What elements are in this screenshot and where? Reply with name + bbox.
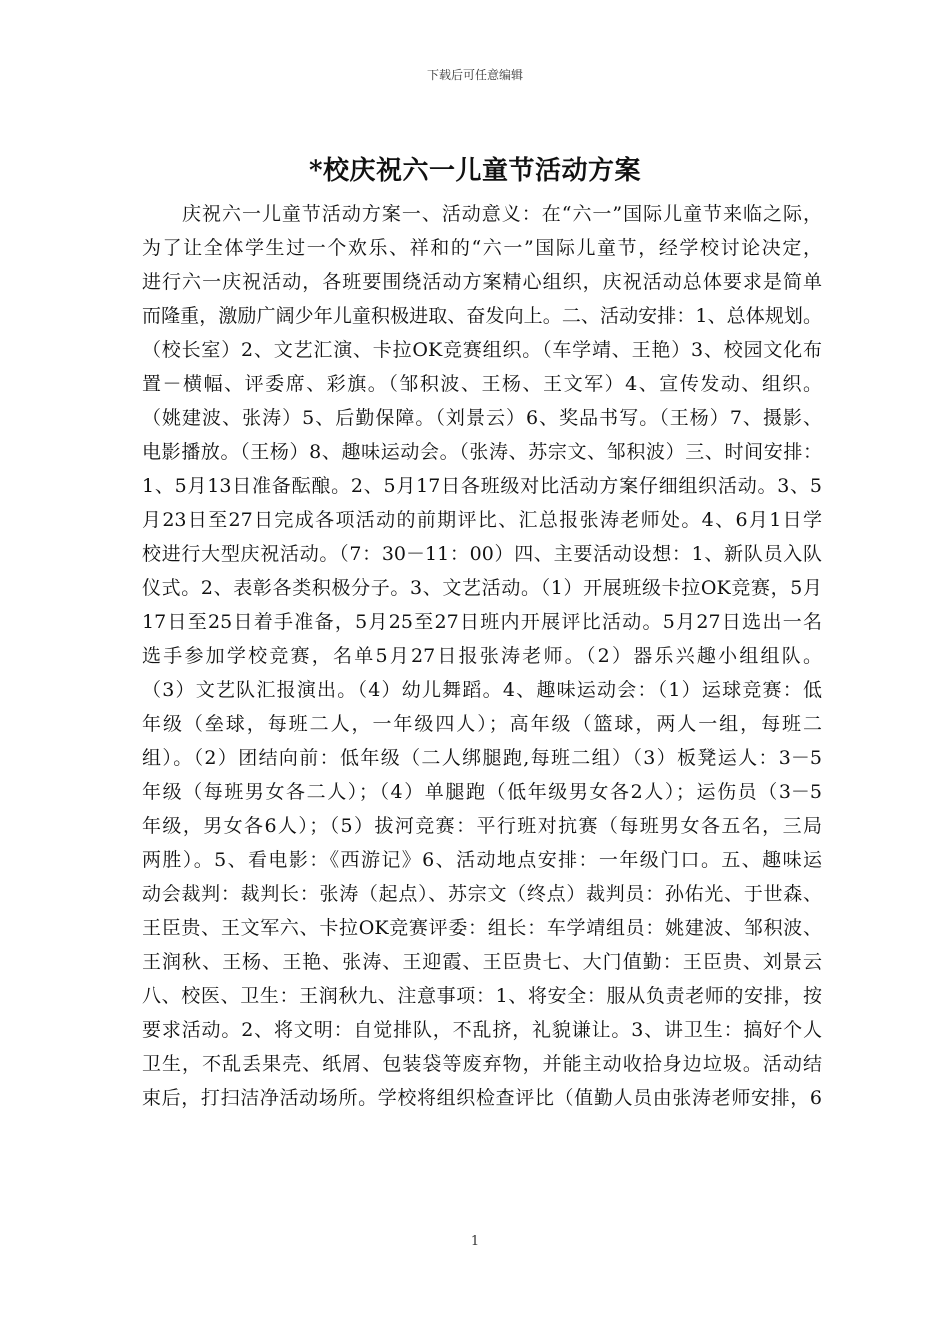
body-line: 年级（垒球，每班二人，一年级四人）；高年级（篮球，两人一组，每班二 [142,713,822,735]
body-line: 要求活动。2、将文明：自觉排队，不乱挤，礼貌谦让。3、讲卫生：搞好个人 [142,1019,822,1041]
body-line: 卫生，不乱丢果壳、纸屑、包装袋等废弃物，并能主动收拾身边垃圾。活动结 [142,1053,822,1075]
body-line: 进行六一庆祝活动，各班要围绕活动方案精心组织，庆祝活动总体要求是简单 [142,271,822,293]
body-line: 动会裁判：裁判长：张涛（起点）、苏宗文（终点）裁判员：孙佑光、于世森、 [142,883,822,905]
body-line: 月23日至27日完成各项活动的前期评比、汇总报张涛老师处。4、6月1日学 [142,509,822,531]
body-line: 王臣贵、王文军六、卡拉OK竞赛评委：组长：车学靖组员：姚建波、邹积波、 [142,917,822,939]
body-line: 而隆重，激励广阔少年儿童积极进取、奋发向上。二、活动安排：1、总体规划。 [142,305,822,327]
body-line: 电影播放。（王杨）8、趣味运动会。（张涛、苏宗文、邹积波）三、时间安排： [142,441,822,463]
body-text [142,200,822,1118]
body-line: 选手参加学校竞赛，名单5月27日报张涛老师。（2）器乐兴趣小组组队。 [142,645,822,667]
document-title: *校庆祝六一儿童节活动方案 [308,156,642,186]
body-line: （姚建波、张涛）5、后勤保障。（刘景云）6、奖品书写。（王杨）7、摄影、 [142,407,822,429]
body-line: 为了让全体学生过一个欢乐、祥和的“六一”国际儿童节，经学校讨论决定， [142,237,822,259]
body-line: 置－横幅、评委席、彩旗。（邹积波、王杨、王文军）4、宣传发动、组织。 [142,373,822,395]
body-line: 王润秋、王杨、王艳、张涛、王迎霞、王臣贵七、大门值勤：王臣贵、刘景云 [142,951,822,973]
body-line: 17日至25日着手准备，5月25至27日班内开展评比活动。5月27日选出一名 [142,611,822,633]
header-note: 下载后可任意编辑 [426,68,523,82]
body-line: 1、5月13日准备酝酿。2、5月17日各班级对比活动方案仔细组织活动。3、5 [142,475,822,497]
body-line: 年级（每班男女各二人）；（4）单腿跑（低年级男女各2人）；运伤员（3－5 [142,781,822,803]
body-line: 八、校医、卫生：王润秋九、注意事项：1、将安全：服从负责老师的安排，按 [142,985,822,1007]
body-line: 庆祝六一儿童节活动方案一、活动意义：在“六一”国际儿童节来临之际， [182,203,822,225]
body-line: 年级，男女各6人）；（5）拔河竞赛：平行班对抗赛（每班男女各五名，三局 [142,815,822,837]
body-line: （校长室）2、文艺汇演、卡拉OK竞赛组织。（车学靖、王艳）3、校园文化布 [142,339,822,361]
body-line: （3）文艺队汇报演出。（4）幼儿舞蹈。4、趣味运动会：（1）运球竞赛：低 [142,679,822,701]
body-line: 束后，打扫洁净活动场所。学校将组织检查评比（值勤人员由张涛老师安排，6 [142,1087,822,1109]
body-line: 校进行大型庆祝活动。（7：30－11：00）四、主要活动设想：1、新队员入队 [142,543,822,565]
body-line: 两胜）。5、看电影：《西游记》6、活动地点安排：一年级门口。五、趣味运 [142,849,822,871]
page-number: 1 [470,1234,480,1249]
body-line: 组）。（2）团结向前：低年级（二人绑腿跑,每班二组）（3）板凳运人：3－5 [142,747,822,769]
body-line: 仪式。2、表彰各类积极分子。3、文艺活动。（1）开展班级卡拉OK竞赛，5月 [142,577,822,599]
